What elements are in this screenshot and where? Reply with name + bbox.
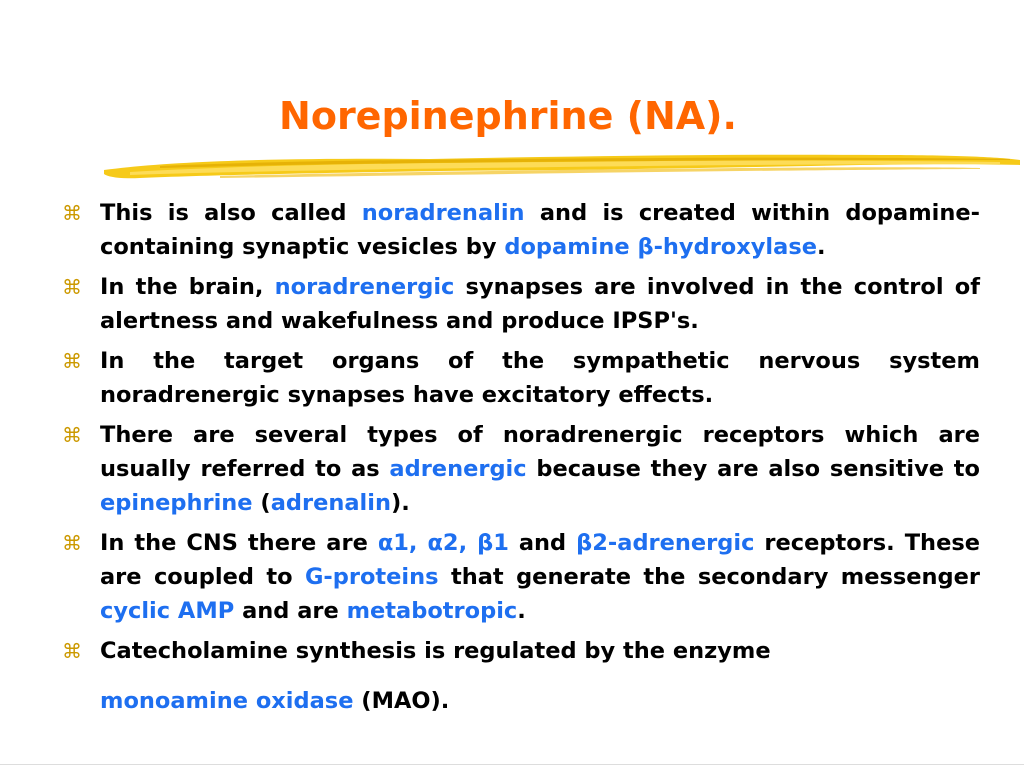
item-text: (	[252, 490, 271, 516]
highlight-term: cyclic AMP	[100, 598, 235, 624]
line-gap	[100, 668, 980, 684]
item-text: ).	[391, 490, 410, 516]
list-item	[62, 634, 980, 718]
highlight-term: dopamine β-hydroxylase	[504, 234, 817, 260]
highlight-term: metabotropic	[346, 598, 518, 624]
item-text: In the target organs of the sympathetic nervous system noradrenergic synapses have excitatory effects.	[100, 348, 980, 408]
highlight-term: G-proteins	[304, 564, 439, 590]
highlight-term: adrenalin	[270, 490, 391, 516]
highlight-term: β2-adrenergic	[576, 530, 755, 556]
command-bullet-icon: ⌘	[62, 349, 82, 373]
item-text: that generate the secondary messenger	[438, 564, 980, 590]
highlight-term: epinephrine	[100, 490, 253, 516]
list-item	[62, 196, 980, 264]
item-text: Catecholamine synthesis is regulated by the enzyme	[100, 638, 771, 664]
item-text: In the brain,	[100, 274, 275, 300]
item-text: (MAO).	[353, 688, 450, 714]
item-text: .	[816, 234, 826, 260]
item-text: synapses are involved in the control of alertness and wakefulness and produce IPSP's.	[100, 274, 980, 334]
item-text: There are several types of noradrenergic receptors which are usually referred to as	[100, 422, 980, 482]
bullet-list	[62, 196, 980, 718]
command-bullet-icon: ⌘	[62, 639, 82, 663]
item-text: This is also called	[100, 200, 362, 226]
list-item	[62, 344, 980, 412]
list-item	[62, 526, 980, 628]
command-bullet-icon: ⌘	[62, 275, 82, 299]
highlight-term: α1, α2, β1	[377, 530, 509, 556]
command-bullet-icon: ⌘	[62, 423, 82, 447]
command-bullet-icon: ⌘	[62, 201, 82, 225]
highlight-term: noradrenergic	[274, 274, 455, 300]
item-text: because they are also sensitive to	[526, 456, 980, 482]
title-underline-brush-stroke	[100, 148, 1024, 188]
item-text: .	[517, 598, 526, 624]
highlight-term: noradrenalin	[361, 200, 525, 226]
highlight-term: monoamine oxidase	[100, 688, 354, 714]
slide-title: Norepinephrine (NA).	[279, 94, 737, 138]
item-text: In the CNS there are	[100, 530, 378, 556]
list-item	[62, 270, 980, 338]
command-bullet-icon: ⌘	[62, 531, 82, 555]
item-text: and is created within dopamine-containing synaptic vesicles by	[100, 200, 980, 260]
list-item	[62, 418, 980, 520]
slide-bottom-divider	[0, 764, 1024, 765]
item-text: and	[508, 530, 577, 556]
item-text: and are	[234, 598, 347, 624]
highlight-term: adrenergic	[389, 456, 527, 482]
item-text: receptors. These are coupled to	[100, 530, 980, 590]
